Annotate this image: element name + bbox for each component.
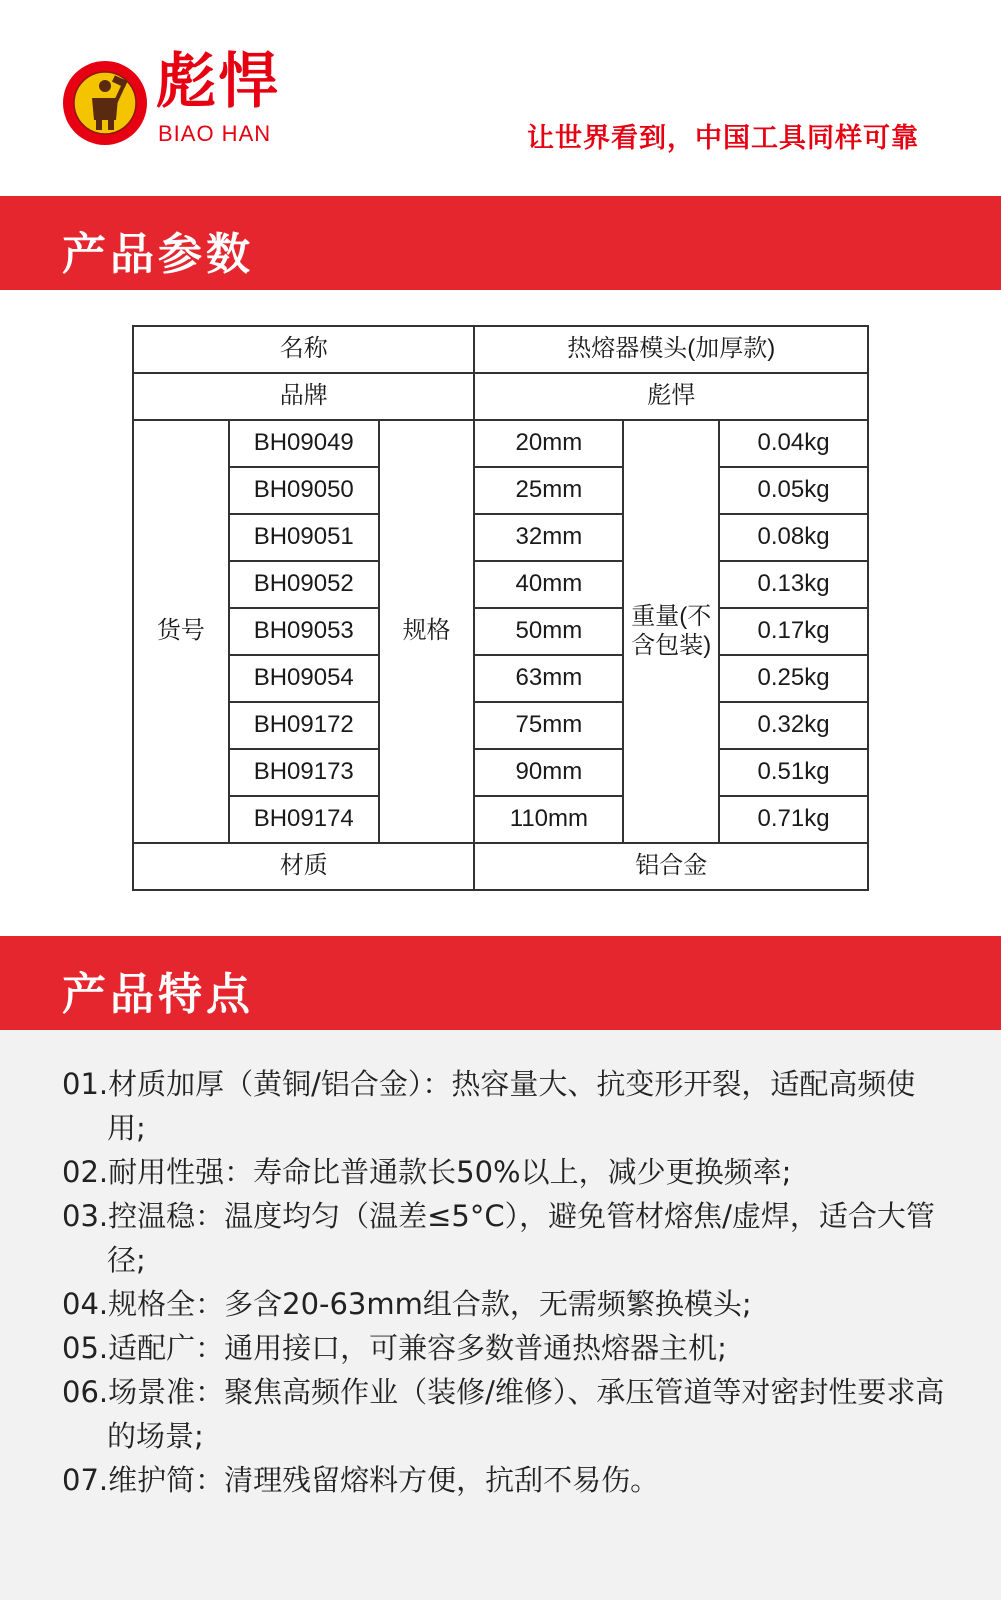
product-size: 63mm [474, 655, 623, 702]
table-row [133, 420, 868, 467]
table-row [133, 655, 868, 702]
worker-hammer-seal-icon [62, 60, 148, 146]
feature-item: 03.控温稳：温度均匀（温差≤5°C），避免管材熔焦/虚焊，适合大管径; [62, 1199, 935, 1277]
table-row-name [133, 326, 868, 373]
features-banner [0, 936, 1001, 1030]
product-weight: 0.51kg [719, 749, 868, 796]
name-label: 名称 [133, 326, 474, 373]
params-title: 产品参数 [62, 229, 254, 280]
product-code: BH09050 [229, 467, 379, 514]
product-size: 40mm [474, 561, 623, 608]
brand-name-cn: 彪悍 [156, 47, 280, 117]
code-label: 货号 [133, 420, 229, 843]
product-weight: 0.05kg [719, 467, 868, 514]
name-value: 热熔器模头(加厚款) [474, 326, 868, 373]
table-row [133, 514, 868, 561]
header [0, 0, 1001, 192]
product-size: 75mm [474, 702, 623, 749]
product-code: BH09053 [229, 608, 379, 655]
product-weight: 0.25kg [719, 655, 868, 702]
product-code: BH09174 [229, 796, 379, 843]
brand-label: 品牌 [133, 373, 474, 420]
product-size: 50mm [474, 608, 623, 655]
table-row [133, 561, 868, 608]
table-row-material [133, 843, 868, 890]
table-row-brand [133, 373, 868, 420]
feature-item: 06.场景准：聚焦高频作业（装修/维修）、承压管道等对密封性要求高的场景; [62, 1375, 945, 1453]
product-weight: 0.71kg [719, 796, 868, 843]
table-row [133, 467, 868, 514]
features-title: 产品特点 [62, 969, 254, 1020]
product-code: BH09052 [229, 561, 379, 608]
feature-item: 02.耐用性强：寿命比普通款长50%以上，减少更换频率; [62, 1155, 792, 1189]
product-size: 32mm [474, 514, 623, 561]
product-code: BH09054 [229, 655, 379, 702]
product-size: 25mm [474, 467, 623, 514]
brand-name-en: BIAO HAN [158, 121, 272, 146]
product-code: BH09172 [229, 702, 379, 749]
product-code: BH09051 [229, 514, 379, 561]
table-row [133, 796, 868, 843]
spec-table [132, 325, 869, 891]
product-size: 20mm [474, 420, 623, 467]
weight-label: 重量(不含包装) [623, 420, 719, 843]
table-row [133, 702, 868, 749]
product-code: BH09049 [229, 420, 379, 467]
material-label: 材质 [133, 843, 474, 890]
feature-item: 05.适配广：通用接口，可兼容多数普通热熔器主机; [62, 1331, 727, 1365]
product-size: 110mm [474, 796, 623, 843]
spec-label: 规格 [379, 420, 475, 843]
brand-value: 彪悍 [474, 373, 868, 420]
product-code: BH09173 [229, 749, 379, 796]
product-weight: 0.08kg [719, 514, 868, 561]
product-weight: 0.32kg [719, 702, 868, 749]
feature-item: 07.维护简：清理残留熔料方便，抗刮不易伤。 [62, 1463, 660, 1497]
slogan: 让世界看到，中国工具同样可靠 [527, 123, 919, 154]
product-weight: 0.17kg [719, 608, 868, 655]
feature-list [62, 1062, 952, 1502]
table-row [133, 749, 868, 796]
product-weight: 0.13kg [719, 561, 868, 608]
product-size: 90mm [474, 749, 623, 796]
params-banner [0, 196, 1001, 290]
params-section [0, 290, 1001, 936]
features-section [0, 1030, 1001, 1600]
product-weight: 0.04kg [719, 420, 868, 467]
table-row [133, 608, 868, 655]
feature-item: 04.规格全：多含20-63mm组合款，无需频繁换模头; [62, 1287, 752, 1321]
material-value: 铝合金 [474, 843, 868, 890]
feature-item: 01.材质加厚（黄铜/铝合金）：热容量大、抗变形开裂，适配高频使用; [62, 1067, 916, 1145]
